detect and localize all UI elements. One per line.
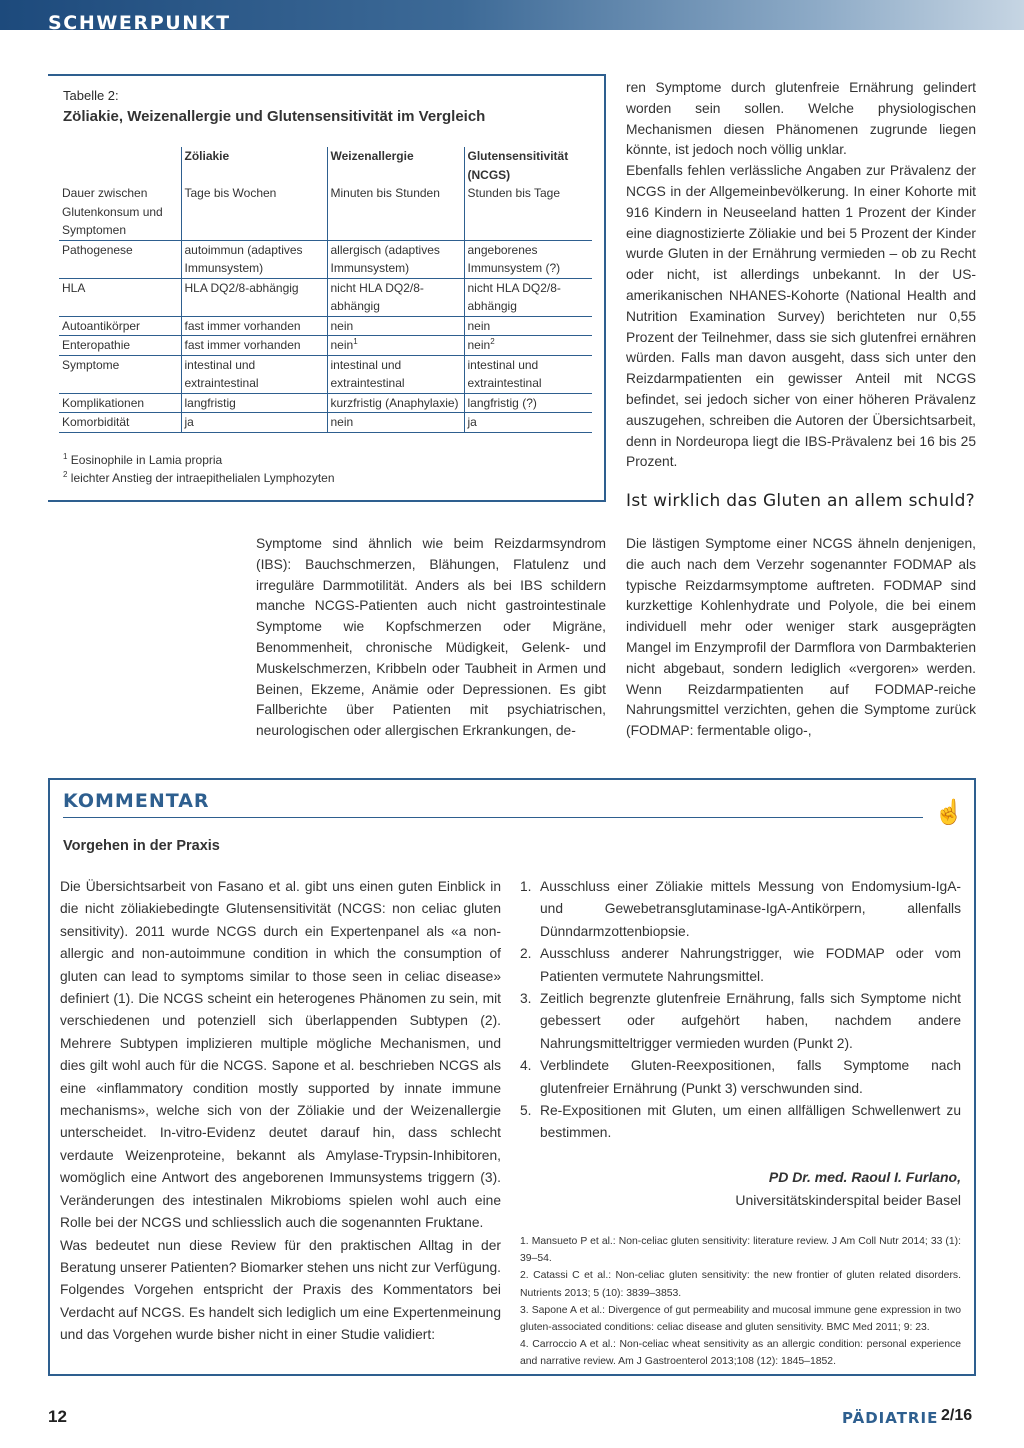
step-number: 4. [520, 1058, 532, 1074]
table-row [59, 355, 592, 393]
row-label-cell [59, 316, 181, 336]
article-paragraph: Symptome sind ähnlich wie beim Reizdarmsyndrom (IBS): Bauchschmerzen, Blähungen, Flatulenz und irreguläre Darmmotilität. Anders als bei IBS schildern manche NCGS-Patienten auch nicht gastrointestinale Symptome wie Kopfschmerzen oder Migräne, Benommenheit, chronische Müdigkeit, Gelenk- und Muskelschmerzen, Kribbeln oder Taubheit in Armen und Beinen, Ekzeme, Anämie oder Depressionen. Es gibt Fallberichte über Patienten mit psychiatrischen, neurologischen oder allergischen Erkrankungen, de- [256, 536, 606, 739]
row-label-cell [59, 240, 181, 278]
table-cell [181, 316, 327, 336]
table-header-cell: Weizenallergie [327, 147, 464, 184]
cell-text: nicht HLA DQ2/8-abhängig [467, 280, 561, 313]
table-cell [181, 413, 327, 433]
cell-text: angeborenes Immunsystem (?) [467, 242, 561, 275]
table-cell [464, 184, 592, 240]
reference-item: 1. Mansueto P et al.: Non-celiac gluten sensitivity: literature review. J Am Coll Nutr 2014; 33 (1): 39–54. [520, 1236, 961, 1265]
cell-text: intestinal und extraintestinal [467, 357, 542, 390]
row-label-cell [59, 413, 181, 433]
table-cell [181, 184, 327, 240]
table-cell [181, 336, 327, 356]
reference-list [520, 1233, 961, 1371]
procedure-steps-list [520, 876, 961, 1145]
table-cell [464, 278, 592, 316]
procedure-step [520, 988, 961, 1055]
commentary-title: KOMMENTAR [63, 790, 210, 812]
table-header-cell: Glutensensitivität (NCGS) [464, 147, 592, 184]
footnote-text: Eosinophile in Lamia propria [70, 453, 223, 467]
cell-text: intestinal und extraintestinal [330, 357, 405, 390]
procedure-step [520, 1100, 961, 1145]
table-row [59, 393, 592, 413]
table-cell [327, 355, 464, 393]
cell-text: nein [467, 318, 491, 333]
reference-item: 4. Carroccio A et al.: Non-celiac wheat sensitivity as an allergic condition: personal experience and narrative review. Am J Gastroenterol 2013;108 (12): 1845–1852. [520, 1339, 961, 1368]
cell-text: Enteropathie [62, 338, 131, 352]
step-text: Re-Expositionen mit Gluten, um einen allfälligen Schwellenwert zu bestimmen. [540, 1103, 961, 1141]
step-text: Ausschluss einer Zöliakie mittels Messung von Endomysium-IgA- und Gewebetransglutaminase-IgA-Antikörpern, allenfalls Dünndarmzottenbiopsie. [540, 879, 961, 939]
table-cell [464, 240, 592, 278]
reference-item: 2. Catassi C et al.: Non-celiac gluten sensitivity: the new frontier of gluten related disorders. Nutrients 2013; 5 (10): 3839–3853. [520, 1270, 961, 1299]
reference-item: 3. Sapone A et al.: Divergence of gut permeability and mucosal immune gene expression in two gluten-associated conditions: celiac disease and gluten sensitivity. BMC Med 2011; 9: 23. [520, 1304, 961, 1334]
article-column-right-top [626, 78, 976, 473]
table-cell [327, 184, 464, 240]
table-cell [181, 278, 327, 316]
table-cell [181, 240, 327, 278]
table-cell [327, 316, 464, 336]
cell-text: nicht HLA DQ2/8-abhängig [330, 280, 424, 313]
issue-number: 2/16 [941, 1407, 973, 1424]
cell-text: nein [330, 415, 354, 429]
table-cell [327, 278, 464, 316]
table-header-row [59, 147, 592, 184]
table-cell [464, 336, 592, 356]
comparison-table [59, 147, 592, 433]
step-text: Verblindete Gluten-Reexpositionen, falls Symptome nach glutenfreier Ernährung (Punkt 3) verschwunden sind. [540, 1058, 961, 1096]
cell-text: Symptome [62, 357, 120, 372]
table-cell [464, 413, 592, 433]
commentary-paragraph: Was bedeutet nun diese Review für den praktischen Alltag in der Beratung unserer Patienten? Biomarker stehen uns nicht zur Verfügung. Folgendes Vorgehen entspricht der Praxis des Kommentators bei Verdacht auf NCGS. Es handelt sich lediglich um eine Expertenmeinung und das Vorgehen wurde bisher nicht in einer Studie validiert: [60, 1237, 502, 1343]
cell-text: ja [467, 415, 477, 429]
step-text: Ausschluss anderer Nahrungstrigger, wie FODMAP oder vom Patienten vermutete Nahrungsmittel. [540, 946, 961, 984]
table-cell [464, 316, 592, 336]
cell-text: allergisch (adaptives Immunsystem) [330, 242, 440, 275]
cell-text: langfristig (?) [467, 395, 537, 410]
row-label-cell [59, 355, 181, 393]
table-row [59, 413, 592, 433]
cell-text: intestinal und extraintestinal [184, 357, 259, 390]
cell-text: langfristig [184, 395, 236, 410]
cell-text: fast immer vorhanden [184, 338, 301, 352]
table-cell [327, 240, 464, 278]
cell-text: nein [330, 338, 354, 352]
step-text: Zeitlich begrenzte glutenfreie Ernährung, falls sich Symptome nicht gebessert oder aufgehört haben, nachdem andere Nahrungsmitteltrigger vermieden wurden (Punkt 2). [540, 991, 961, 1051]
row-label-cell [59, 336, 181, 356]
article-paragraph: ren Symptome durch glutenfreie Ernährung gelindert worden sein sollen. Welche physiologischen Mechanismen diesen Phänomenen zugrunde liegen könnte, ist jedoch noch völlig unklar. [626, 80, 976, 158]
row-label-cell [59, 278, 181, 316]
cell-text: HLA [62, 280, 86, 295]
cell-text: Minuten bis Stunden [330, 186, 440, 200]
table-cell [181, 355, 327, 393]
table-cell [327, 393, 464, 413]
table-cell [464, 355, 592, 393]
commentary-divider [63, 817, 923, 818]
cell-text: autoimmun (adaptives Immunsystem) [184, 242, 303, 275]
table-label: Tabelle 2: [63, 88, 119, 103]
article-column-right-bottom [626, 534, 976, 742]
pointing-hand-icon: ☝ [934, 799, 964, 826]
footnote-mark: 1 [63, 452, 68, 461]
table-row [59, 278, 592, 316]
step-number: 5. [520, 1103, 532, 1119]
procedure-step [520, 1055, 961, 1100]
footnote-mark: 1 [353, 337, 358, 346]
table-cell [327, 413, 464, 433]
cell-text: Komplikationen [62, 395, 145, 410]
table-cell [181, 393, 327, 413]
commentary-subtitle: Vorgehen in der Praxis [63, 838, 220, 854]
procedure-step [520, 876, 961, 943]
table-header-cell: Zöliakie [181, 147, 327, 184]
row-label-cell [59, 184, 181, 240]
section-label: SCHWERPUNKT [48, 12, 231, 34]
cell-text: Stunden bis Tage [467, 186, 561, 200]
table-row [59, 240, 592, 278]
step-number: 3. [520, 991, 532, 1007]
step-number: 1. [520, 879, 532, 894]
footnote-text: leichter Anstieg der intraepithelialen Lymphozyten [70, 471, 335, 485]
table-footnote-2 [63, 470, 335, 486]
table-header-cell [59, 147, 181, 184]
procedure-step [520, 943, 961, 988]
commentary-author: PD Dr. med. Raoul I. Furlano, [768, 1169, 961, 1185]
cell-text: nein [330, 318, 354, 333]
cell-text: kurzfristig (Anaphylaxie) [330, 395, 459, 410]
table-cell [464, 393, 592, 413]
table-row [59, 316, 592, 336]
cell-text: Dauer zwischen Glutenkonsum und Symptomen [62, 186, 163, 237]
commentary-paragraph: Die Übersichtsarbeit von Fasano et al. gibt uns einen guten Einblick in die nicht zöliakiebedingte Glutensensitivität (NCGS: non celiac gluten sensitivity). 2011 wurde NCGS durch ein Expertenpanel als «a non-allergic and non-autoimmune condition in which the consumption of gluten can lead to symptoms similar to those seen in celiac disease» definiert (1). Die NCGS scheint ein heterogenes Phänomen zu sein, mit verschiedenen und potenziell sich überlappenden Subtypen (2). Mehrere Subtypen implizieren multiple mögliche Mechanismen, und dies gilt wohl auch für die NCGS. Sapone et al. beschrieben NCGS als eine «inflammatory condition mostly supported by innate immune mechanisms», welche sich von der Zöliakie und der Weizenallergie unterscheidet. In-vitro-Evidenz deutet darauf hin, dass schlecht verdaute Weizenproteine, bekannt als Amylase-Trypsin-Inhibitoren, womöglich eine Antwort des angeborenen Immunsystems triggern (3). Veränderungen des intestinalen Mikrobioms spielen wohl auch eine Rolle bei der NCGS und schliesslich auch die sogenannten Fruktane. [60, 879, 501, 1231]
journal-name: PÄDIATRIE [842, 1409, 939, 1427]
footnote-mark: 2 [490, 337, 495, 346]
footnote-mark: 2 [63, 470, 68, 479]
cell-text: fast immer vorhanden [184, 318, 301, 333]
cell-text: Komorbidität [62, 415, 130, 429]
article-paragraph: Die lästigen Symptome einer NCGS ähneln denjenigen, die auch nach dem Verzehr sogenannter FODMAP als typische Reizdarmsymptome auftreten. FODMAP sind kurzkettige Kohlenhydrate und Polyole, die bei einem individuell mehr oder weniger stark ausgeprägten Mangel im Enzymprofil der Darmflora von Darmbakterien nicht abgebaut, sondern lediglich «vergoren» werden. Wenn Reizdarmpatienten auf FODMAP-reiche Nahrungsmittel verzichten, gehen die Symptome zurück (FODMAP: fermentable oligo-, [626, 536, 976, 739]
step-number: 2. [520, 946, 532, 962]
article-subheading: Ist wirklich das Gluten an allem schuld? [626, 491, 975, 511]
article-column-middle [256, 534, 606, 742]
article-paragraph: Ebenfalls fehlen verlässliche Angaben zur Prävalenz der NCGS in der Allgemeinbevölkerung. In einer Kohorte mit 916 Kindern in Neuseeland hatten 1 Prozent der Kinder eine diagnostizierte Zöliakie und bei 5 Prozent der Kinder wurde Gluten in der Ernährung vermieden – ob zu Recht oder nicht, ist allerdings unbekannt. In der US-amerikanischen NHANES-Kohorte (National Health and Nutrition Examination Survey) berichteten nur 0,55 Prozent der Teilnehmer, dass sie sich glutenfrei ernähren würden. Falls man davon ausgeht, dass sich unter den Reizdarmpatienten ein gewisser Anteil mit NCGS befindet, sei jedoch sicher von einer höheren Prävalenz auszugehen, schreiben die Autoren der Übersichtsarbeit, denn in Nordeuropa liegt die IBS-Prävalenz bei 16 bis 25 Prozent. [626, 163, 976, 470]
table-footnote-1 [63, 452, 222, 468]
cell-text: Pathogenese [62, 242, 133, 257]
cell-text: Tage bis Wochen [184, 186, 277, 200]
cell-text: Autoantikörper [62, 318, 141, 333]
table-title: Zöliakie, Weizenallergie und Glutensensitivität im Vergleich [63, 108, 486, 125]
page-number: 12 [48, 1407, 67, 1426]
cell-text: HLA DQ2/8-abhängig [184, 280, 299, 295]
row-label-cell [59, 393, 181, 413]
table-cell [327, 336, 464, 356]
cell-text: ja [184, 415, 194, 429]
cell-text: nein [467, 338, 491, 352]
table-row [59, 184, 592, 240]
commentary-text [60, 876, 501, 1347]
table-row [59, 336, 592, 356]
commentary-affiliation: Universitätskinderspital beider Basel [735, 1192, 961, 1208]
